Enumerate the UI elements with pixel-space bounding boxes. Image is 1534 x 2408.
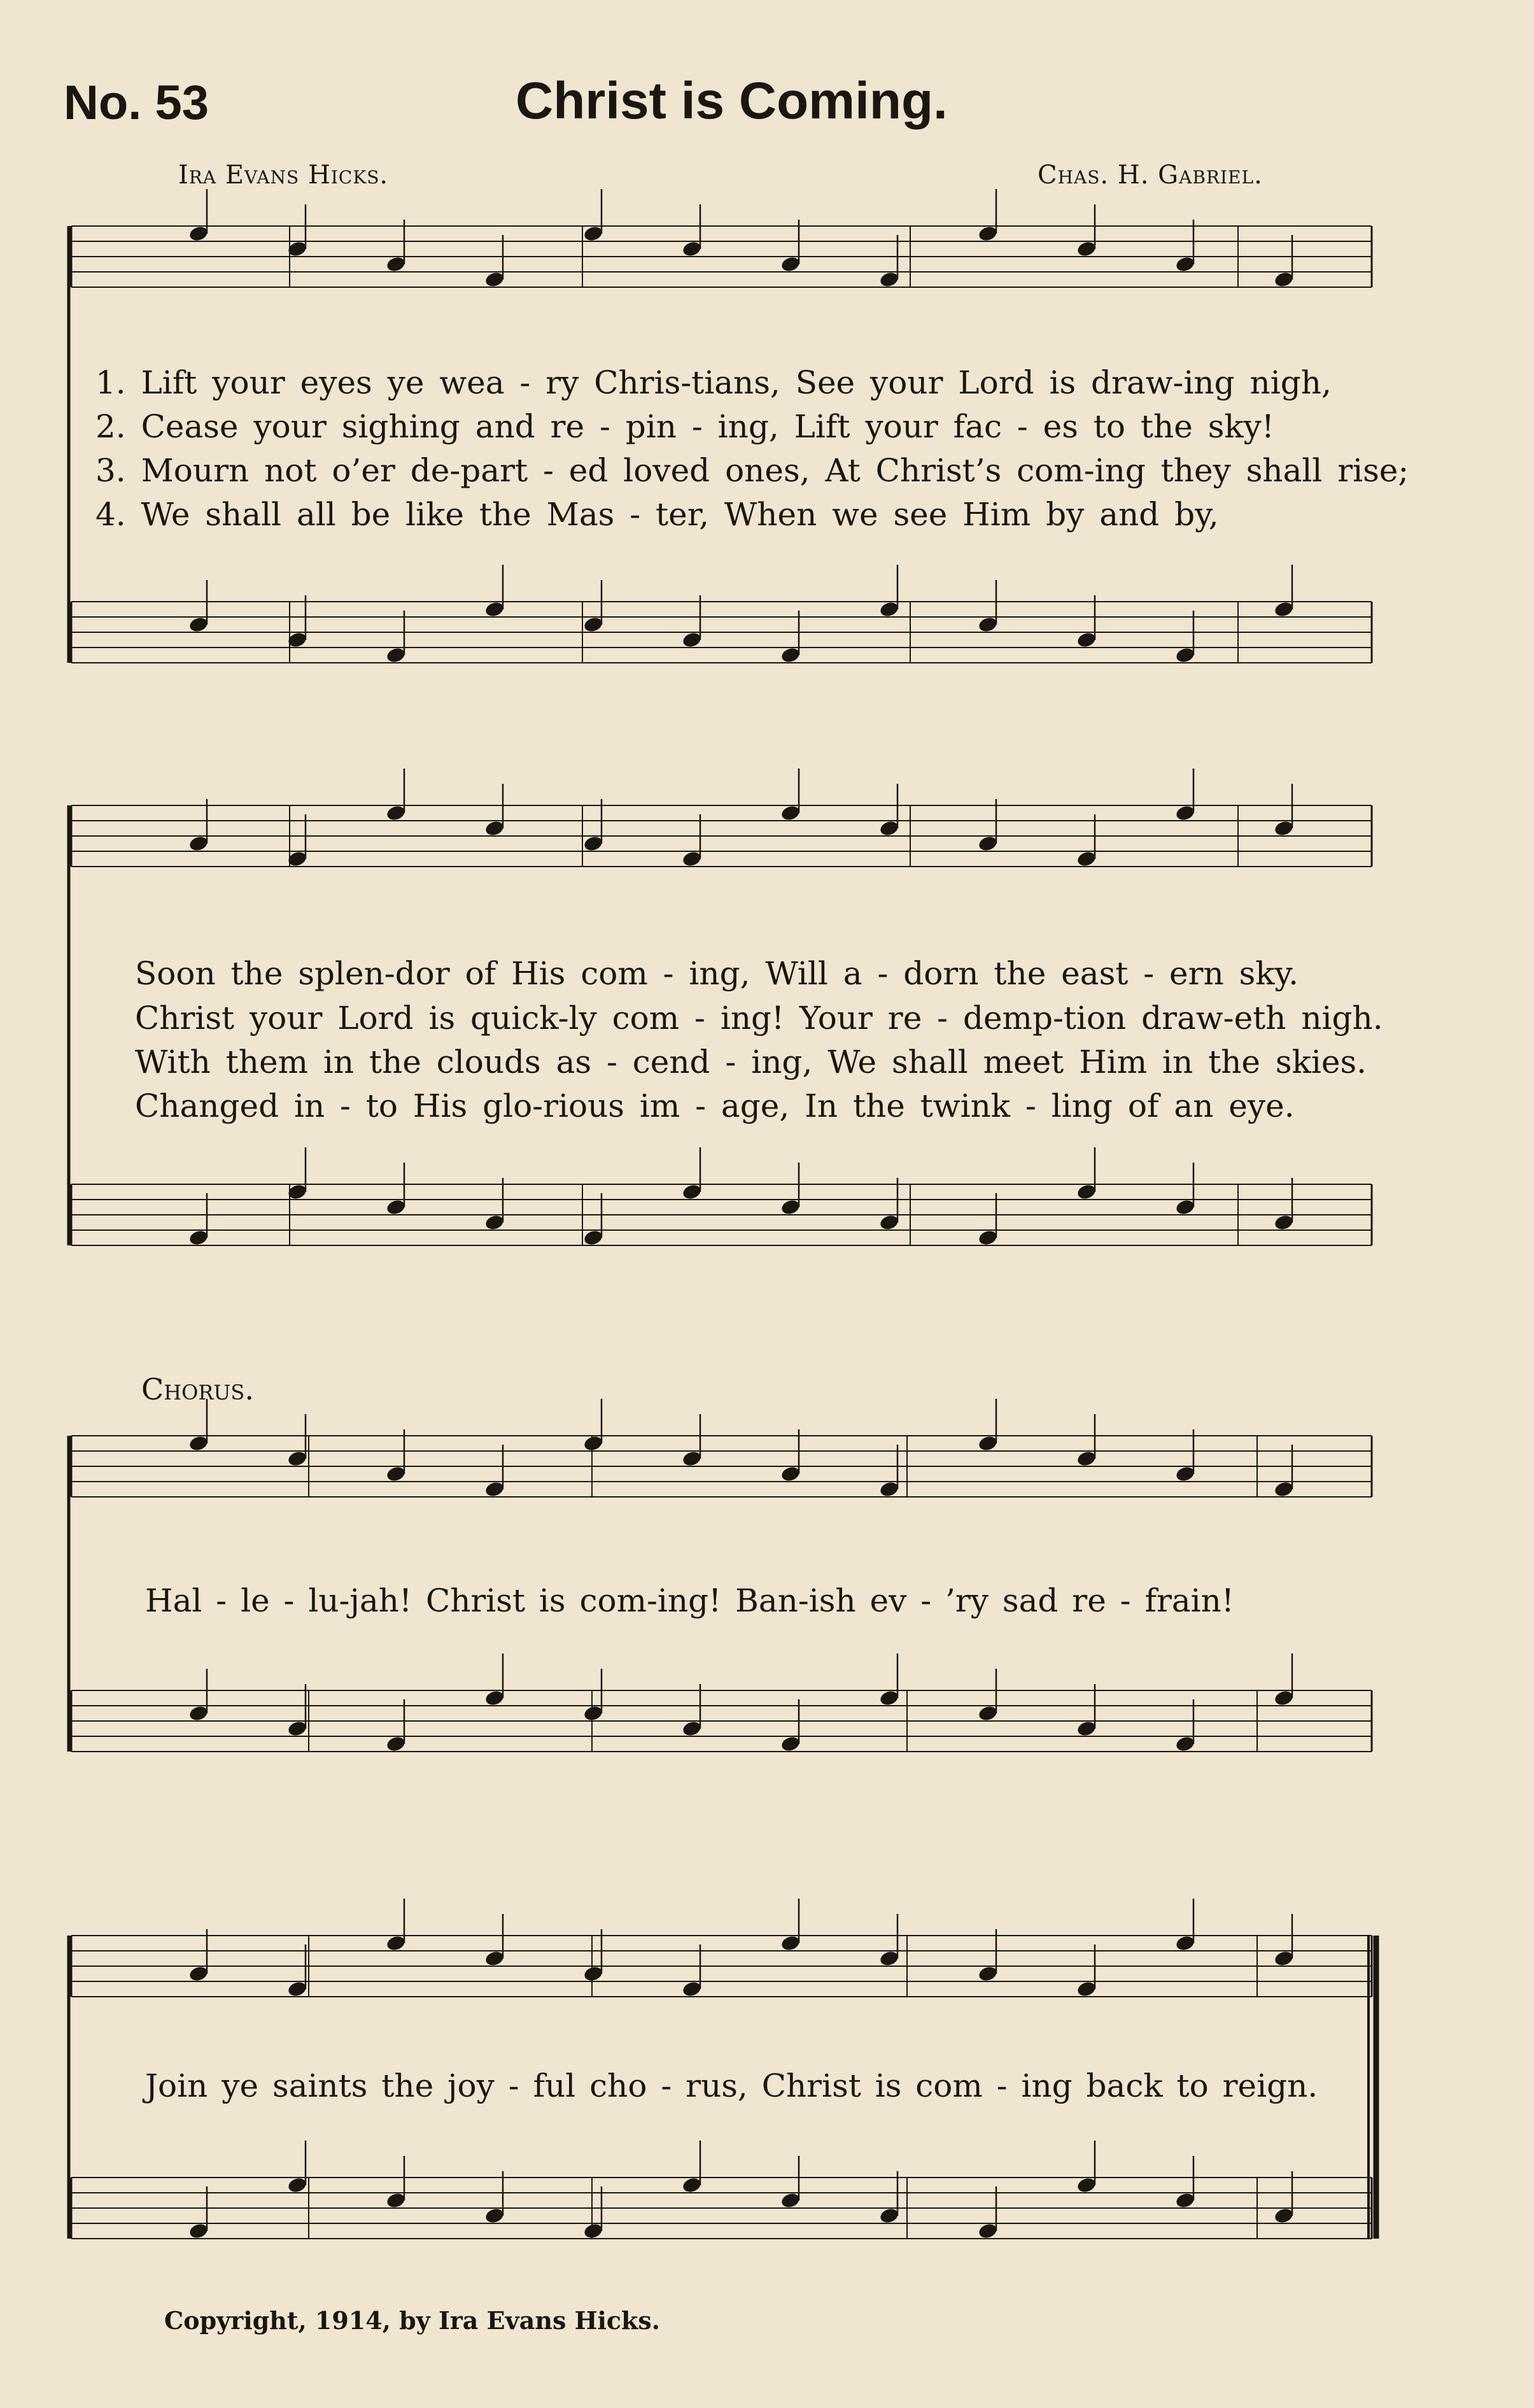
hymn-title: Christ is Coming. [516, 72, 948, 130]
note-head [1273, 600, 1294, 618]
note-head [1076, 1720, 1097, 1738]
note-head [582, 1704, 603, 1722]
note-head [188, 1965, 209, 1983]
note-head [878, 1480, 899, 1498]
note-head [878, 271, 899, 288]
note-head [977, 2222, 998, 2240]
note-head [188, 2222, 209, 2240]
verse-4-line-2: Changed in - to His glo-rious im - age, In the twink - ling of an eye. [135, 1087, 1295, 1124]
chorus-label: Chorus. [141, 1372, 254, 1406]
note-head [681, 631, 702, 649]
note-head [878, 1689, 899, 1707]
note-head [385, 804, 406, 822]
note-head [1174, 255, 1195, 273]
note-head [681, 1450, 702, 1468]
note-head [484, 1950, 505, 1967]
note-head [1076, 240, 1097, 258]
note-head [582, 225, 603, 243]
note-head [780, 1735, 801, 1753]
note-head [878, 819, 899, 837]
note-head [188, 1434, 209, 1452]
note-head [681, 1980, 702, 1998]
note-head [977, 835, 998, 853]
verse-2-line-1: 2. Cease your sighing and re - pin - ing, Lift your fac - es to the sky! [95, 408, 1274, 445]
verse-1-line-2: Soon the splen-dor of His com - ing, Will a - dorn the east - ern sky. [135, 955, 1299, 992]
note-head [1174, 1198, 1195, 1216]
note-head [286, 1720, 307, 1738]
note-head [878, 1950, 899, 1967]
note-head [484, 600, 505, 618]
note-head [681, 240, 702, 258]
note-head [681, 2176, 702, 2194]
note-head [484, 2207, 505, 2225]
note-head [977, 1704, 998, 1722]
note-head [582, 1965, 603, 1983]
note-head [1273, 1950, 1294, 1967]
note-head [681, 850, 702, 868]
note-head [878, 2207, 899, 2225]
note-head [385, 1735, 406, 1753]
chorus-line-2: Join ye saints the joy - ful cho - rus, Christ is com - ing back to reign. [145, 2067, 1318, 2104]
note-head [188, 1704, 209, 1722]
note-head [484, 271, 505, 288]
note-head [977, 1965, 998, 1983]
note-head [484, 1689, 505, 1707]
note-head [1076, 1980, 1097, 1998]
verse-1-line-1: 1. Lift your eyes ye wea - ry Chris-tians, See your Lord is draw-ing nigh, [95, 364, 1332, 401]
note-head [286, 1450, 307, 1468]
note-head [188, 616, 209, 634]
note-head [1273, 271, 1294, 288]
note-head [1273, 819, 1294, 837]
note-head [780, 2192, 801, 2209]
chorus-line-1: Hal - le - lu-jah! Christ is com-ing! Ban-ish ev - ’ry sad re - frain! [145, 1582, 1234, 1619]
note-head [385, 1934, 406, 1952]
note-head [1273, 1480, 1294, 1498]
note-head [681, 1183, 702, 1201]
note-head [582, 616, 603, 634]
verse-4-line-1: 4. We shall all be like the Mas - ter, When we see Him by and by, [95, 496, 1219, 533]
verse-3-line-1: 3. Mourn not o’er de-part - ed loved ones, At Christ’s com-ing they shall rise; [95, 452, 1409, 489]
note-head [780, 1198, 801, 1216]
note-head [286, 1980, 307, 1998]
note-head [1076, 2176, 1097, 2194]
note-head [780, 646, 801, 664]
note-head [582, 2222, 603, 2240]
note-head [385, 1198, 406, 1216]
note-head [780, 804, 801, 822]
note-head [188, 1229, 209, 1247]
note-head [1273, 1689, 1294, 1707]
verse-2-line-2: Christ your Lord is quick-ly com - ing! Your re - demp-tion draw-eth nigh. [135, 1000, 1383, 1037]
note-head [977, 1229, 998, 1247]
verse-3-line-2: With them in the clouds as - cend - ing, We shall meet Him in the skies. [135, 1044, 1367, 1080]
note-head [385, 1465, 406, 1483]
copyright-notice: Copyright, 1914, by Ira Evans Hicks. [164, 2306, 660, 2335]
note-head [1174, 1934, 1195, 1952]
note-head [484, 1214, 505, 1231]
note-head [582, 1434, 603, 1452]
note-head [1174, 1465, 1195, 1483]
note-head [878, 1214, 899, 1231]
note-head [1174, 804, 1195, 822]
note-head [188, 835, 209, 853]
note-head [977, 616, 998, 634]
note-head [878, 600, 899, 618]
note-head [1076, 631, 1097, 649]
note-head [977, 225, 998, 243]
note-head [385, 2192, 406, 2209]
composer-credit: Chas. H. Gabriel. [1038, 160, 1263, 190]
note-head [385, 646, 406, 664]
note-head [1273, 2207, 1294, 2225]
note-head [780, 1465, 801, 1483]
note-head [582, 1229, 603, 1247]
note-head [484, 819, 505, 837]
note-head [286, 2176, 307, 2194]
note-head [1076, 1450, 1097, 1468]
lyricist-credit: Ira Evans Hicks. [178, 160, 389, 190]
note-head [1174, 646, 1195, 664]
note-head [582, 835, 603, 853]
note-head [188, 225, 209, 243]
note-head [1076, 1183, 1097, 1201]
note-head [977, 1434, 998, 1452]
note-head [780, 1934, 801, 1952]
note-head [385, 255, 406, 273]
note-head [1273, 1214, 1294, 1231]
note-head [1174, 1735, 1195, 1753]
note-head [681, 1720, 702, 1738]
note-head [1076, 850, 1097, 868]
note-head [484, 1480, 505, 1498]
note-head [1174, 2192, 1195, 2209]
hymn-number: No. 53 [64, 76, 209, 130]
note-head [780, 255, 801, 273]
